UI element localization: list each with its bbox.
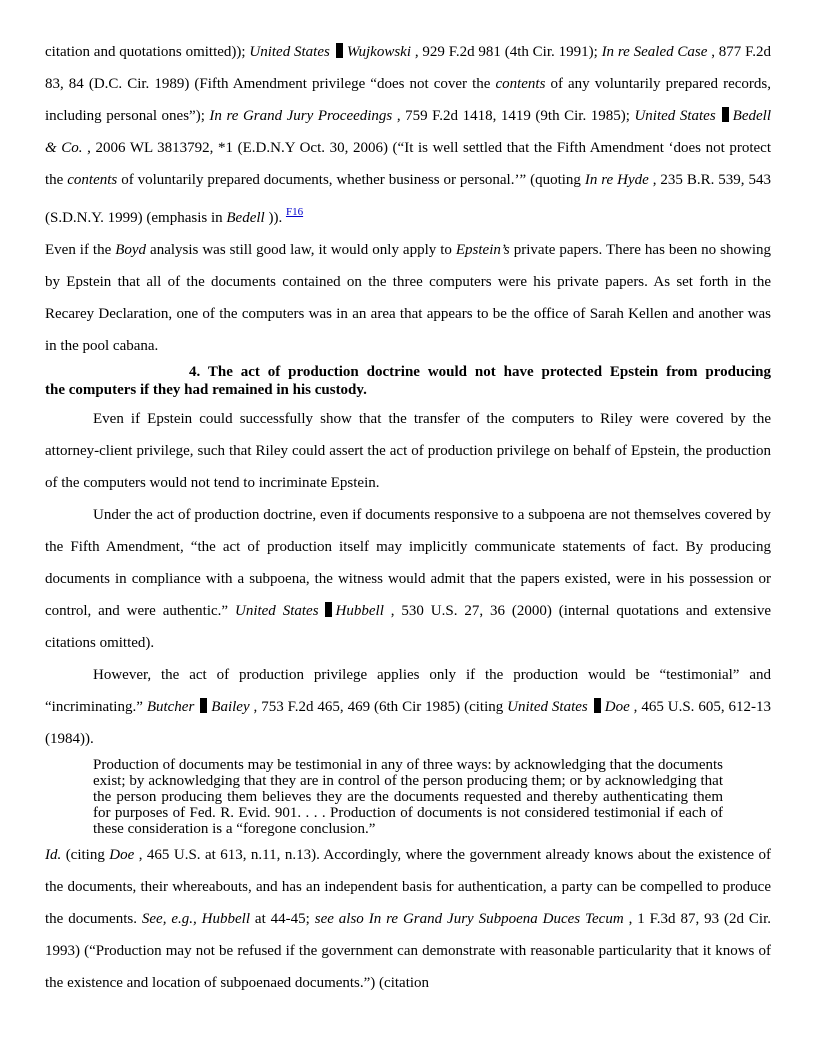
text: , 1 F.3d 87, 93 (2d Cir. 1993) (“Production may not be refused if the government can demonstrate with reasonable particularity that it knows of the existence and location of subpoenaed documents.”) (citation [45, 911, 771, 991]
text: , 753 F.2d 465, 469 (6th Cir 1985) (citing [249, 699, 508, 715]
case-name: See, e.g., Hubbell [141, 911, 251, 927]
redaction-mark [200, 698, 207, 713]
paragraph-transfer: Even if Epstein could successfully show that the transfer of the computers to Riley were covered by the attorney-client privilege, such that Riley could assert the act of production privilege on behalf of Epstein, the production of the computers would not tend to incriminate Epstein. [45, 411, 771, 491]
text: , 2006 WL 3813792, *1 (E.D.N.Y Oct. 30, 2006) (“It is well settled that the Fifth Amendment ‘does not protect the [45, 140, 771, 188]
block-quote: Production of documents may be testimonial in any of three ways: by acknowledging that the documents exist; by acknowledging that they are in control of the person producing them; or by acknowledging that the person producing them believes they are the documents requested and thereby authenticating them for purposes of Fed. R. Evid. 901. . . . Production of documents is not considered testimonial if each of these consideration is a “foregone conclusion.” [93, 757, 723, 837]
emphasis: Epstein’s [455, 242, 510, 258]
citation-signal: Id. [45, 847, 62, 863]
case-name: Bedell & Co. [45, 108, 771, 156]
text: of voluntarily prepared documents, whether business or personal.’” (quoting [117, 172, 585, 188]
text: , 465 U.S. 605, 612-13 (1984)). [45, 699, 772, 747]
text: , 465 U.S. at 613, n.11, n.13). Accordingly, where the government already knows about the existence of the documents, their whereabouts, and has an independent basis for authentication, a party can be compelled to produce the documents. [45, 847, 772, 927]
case-name: United States [634, 108, 716, 124]
paragraph-testimonial [45, 659, 771, 755]
text: Even if the [45, 242, 116, 258]
paragraph-citations [45, 36, 771, 234]
section-heading [45, 363, 771, 399]
case-name: United States [234, 603, 319, 619]
redaction-mark [336, 43, 343, 58]
page-body [45, 36, 771, 999]
text: , 530 U.S. 27, 36 (2000) (internal quotations and extensive citations omitted). [45, 603, 772, 651]
case-name: Wujkowski [346, 44, 412, 60]
case-name: Butcher [146, 699, 195, 715]
redaction-mark [325, 602, 332, 617]
paragraph-act-of-production [45, 499, 771, 659]
text: analysis was still good law, it would only apply to [146, 242, 456, 258]
footnote-link[interactable]: F16 [285, 206, 304, 218]
redaction-mark [722, 107, 729, 122]
redaction-mark [594, 698, 601, 713]
case-name: Bedell [226, 210, 265, 226]
case-name: Bailey [211, 699, 250, 715]
text: However, the act of production privilege applies only if the production would be “testimonial” and “incriminating.” [45, 667, 771, 715]
heading-line: the computers if they had remained in his custody. [45, 382, 367, 398]
text: at 44-45; [250, 911, 315, 927]
case-name: Hubbell [335, 603, 384, 619]
emphasis: contents [495, 76, 546, 92]
case-name: United States [249, 44, 330, 60]
text: (citing [61, 847, 110, 863]
paragraph-foregone-conclusion [45, 839, 771, 999]
text: , 877 F.2d 83, 84 (D.C. Cir. 1989) (Fifth Amendment privilege “does not cover the [45, 44, 771, 92]
case-name: Boyd [115, 242, 147, 258]
case-name: In re Grand Jury Proceedings [209, 108, 393, 124]
text: , 929 F.2d 981 (4th Cir. 1991); [411, 44, 602, 60]
heading-line: 4. The act of production doctrine would not have protected Epstein from producing [189, 364, 771, 380]
text: , 235 B.R. 539, 543 (S.D.N.Y. 1999) (emphasis in [45, 172, 771, 226]
paragraph-boyd [45, 234, 771, 362]
text: , 759 F.2d 1418, 1419 (9th Cir. 1985); [392, 108, 635, 124]
text: Under the act of production doctrine, even if documents responsive to a subpoena are not themselves covered by the Fifth Amendment, “the act of production itself may implicitly communicate statements of fact. By producing documents in compliance with a subpoena, the witness would admit that the papers existed, were in his possession or control, and were authentic.” [45, 507, 771, 619]
case-name: In re Hyde [584, 172, 649, 188]
case-name: Doe [109, 847, 135, 863]
case-name: see also In re Grand Jury Subpoena Duces Tecum [314, 911, 624, 927]
text: private papers. There has been no showing by Epstein that all of the documents contained on the three computers were his private papers. As set forth in the Recarey Declaration, one of the computers was in an area that appears to be the office of Sarah Kellen and another was in the pool cabana. [45, 242, 771, 354]
text: )). [264, 210, 286, 226]
text: citation and quotations omitted)); [45, 44, 250, 60]
text: of any voluntarily prepared records, including personal ones”); [45, 76, 771, 124]
case-name: United States [507, 699, 588, 715]
emphasis: contents [67, 172, 118, 188]
case-name: In re Sealed Case [601, 44, 708, 60]
case-name: Doe [604, 699, 630, 715]
